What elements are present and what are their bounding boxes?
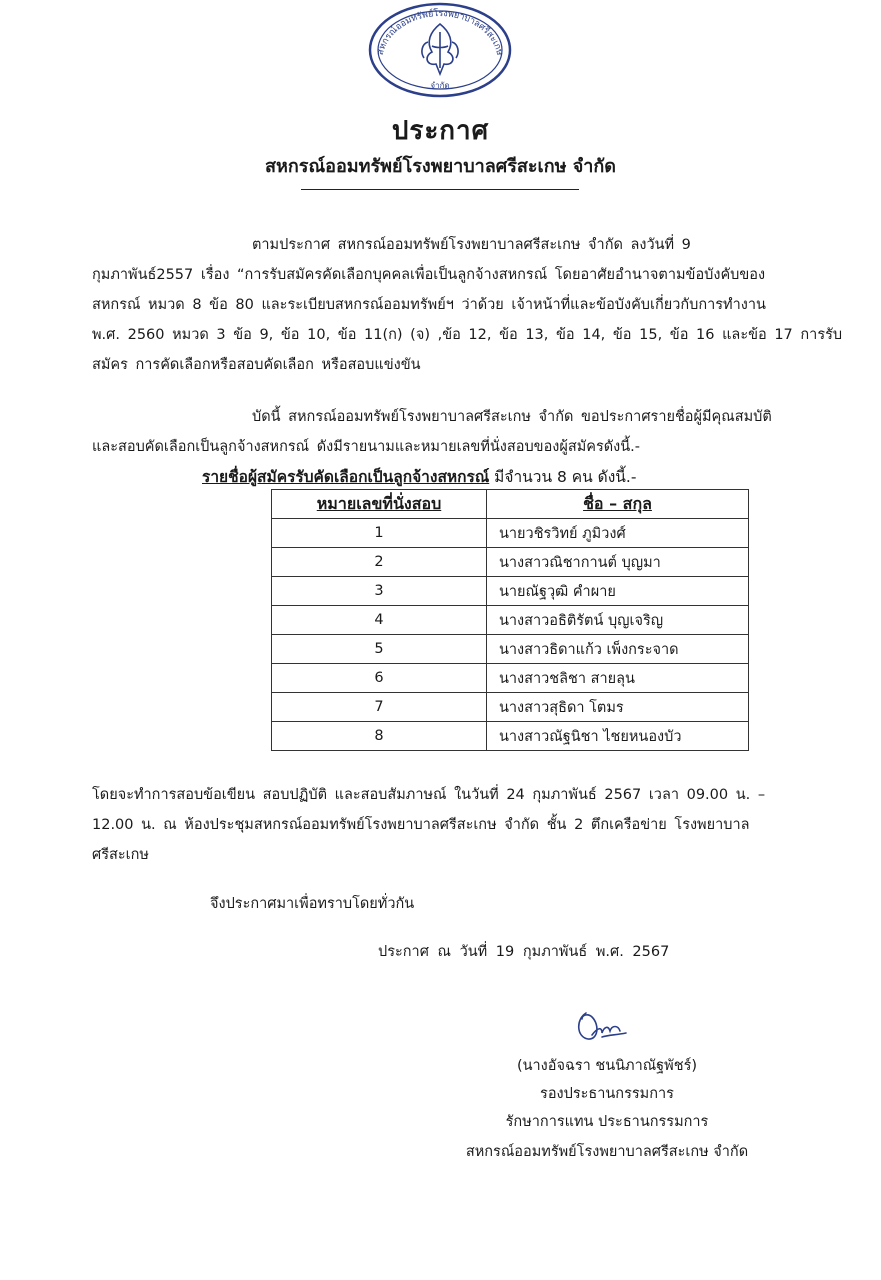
seal-suffix-text: จำกัด — [430, 81, 450, 90]
candidate-name: นางสาวชลิชา สายลุน — [487, 664, 749, 693]
candidate-name: นางสาวณิชากานต์ บุญมา — [487, 548, 749, 577]
candidate-table — [271, 489, 749, 751]
seat-number: 4 — [272, 606, 487, 635]
candidate-list-heading — [202, 464, 636, 489]
paragraph-exam-schedule — [92, 780, 817, 870]
candidate-name: นางสาวสุธิดา โตมร — [487, 693, 749, 722]
page-title: ประกาศ — [391, 116, 490, 146]
signer-organization: สหกรณ์ออมทรัพย์โรงพยาบาลศรีสะเกษ จำกัด — [465, 1144, 749, 1160]
table-row — [272, 577, 749, 606]
seat-number: 3 — [272, 577, 487, 606]
table-header-row — [272, 490, 749, 519]
candidate-count: มีจำนวน 8 คน ดังนี้.- — [489, 468, 637, 486]
paragraph-line: และสอบคัดเลือกเป็นลูกจ้างสหกรณ์ ดังมีรายนามและหมายเลขที่นั่งสอบของผู้สมัครดังนี้.- — [92, 439, 640, 455]
announcement-date: ประกาศ ณ วันที่ 19 กุมภาพันธ์ พ.ศ. 2567 — [378, 944, 670, 960]
paragraph-line: ตามประกาศ สหกรณ์ออมทรัพย์โรงพยาบาลศรีสะเกษ จำกัด ลงวันที่ 9 — [252, 237, 691, 253]
seat-number: 6 — [272, 664, 487, 693]
seat-number: 2 — [272, 548, 487, 577]
cooperative-seal-icon — [364, 2, 516, 102]
table-row — [272, 548, 749, 577]
table-row — [272, 693, 749, 722]
candidate-name: นายณัฐวุฒิ คำผาย — [487, 577, 749, 606]
paragraph-line: พ.ศ. 2560 หมวด 3 ข้อ 9, ข้อ 10, ข้อ 11(ก) (จ) ,ข้อ 12, ข้อ 13, ข้อ 14, ข้อ 15, ข้อ 16 และข้อ 17 การรับ — [92, 327, 843, 343]
column-header-full-name: ชื่อ – สกุล — [487, 490, 749, 519]
column-header-seat-number: หมายเลขที่นั่งสอบ — [272, 490, 487, 519]
paragraph-line: กุมภาพันธ์2557 เรื่อง “การรับสมัครคัดเลือกบุคคลเพื่อเป็นลูกจ้างสหกรณ์ โดยอาศัยอำนาจตามข้อบังคับของ — [92, 267, 766, 283]
table-row — [272, 722, 749, 751]
paragraph-line: 12.00 น. ณ ห้องประชุมสหกรณ์ออมทรัพย์โรงพยาบาลศรีสะเกษ จำกัด ชั้น 2 ตึกเครือข่าย โรงพยาบาล — [92, 817, 750, 833]
paragraph-announcement — [92, 402, 817, 462]
seat-number: 1 — [272, 519, 487, 548]
table-row — [272, 664, 749, 693]
title-divider — [301, 189, 579, 190]
table-row — [272, 635, 749, 664]
seal-name-text: สหกรณ์ออมทรัพย์โรงพยาบาลศรีสะเกษ — [375, 8, 505, 57]
candidate-name: นางสาวณัฐนิชา ไชยหนองบัว — [487, 722, 749, 751]
paragraph-line: ศรีสะเกษ — [92, 847, 149, 863]
paragraph-line: โดยจะทำการสอบข้อเขียน สอบปฏิบัติ และสอบสัมภาษณ์ ในวันที่ 24 กุมภาพันธ์ 2567 เวลา 09.00 น. – — [92, 787, 766, 803]
candidate-name: นางสาวธิดาแก้ว เพ็งกระจาด — [487, 635, 749, 664]
paragraph-reference — [92, 230, 843, 380]
paragraph-line: บัดนี้ สหกรณ์ออมทรัพย์โรงพยาบาลศรีสะเกษ จำกัด ขอประกาศรายชื่อผู้มีคุณสมบัติ — [252, 409, 772, 425]
candidate-name: นายวชิรวิทย์ ภูมิวงศ์ — [487, 519, 749, 548]
paragraph-line: สมัคร การคัดเลือกหรือสอบคัดเลือก หรือสอบแข่งขัน — [92, 357, 421, 373]
paragraph-line: สหกรณ์ หมวด 8 ข้อ 80 และระเบียบสหกรณ์ออมทรัพย์ฯ ว่าด้วย เจ้าหน้าที่และข้อบังคับเกี่ยวกับการทำงาน — [92, 297, 766, 313]
table-row — [272, 519, 749, 548]
table-row — [272, 606, 749, 635]
closing-statement: จึงประกาศมาเพื่อทราบโดยทั่วกัน — [210, 896, 415, 912]
candidate-list-title: รายชื่อผู้สมัครรับคัดเลือกเป็นลูกจ้างสหกรณ์ — [202, 468, 490, 486]
organization-name: สหกรณ์ออมทรัพย์โรงพยาบาลศรีสะเกษ จำกัด — [265, 156, 616, 177]
signer-acting-role: รักษาการแทน ประธานกรรมการ — [505, 1114, 709, 1130]
seat-number: 8 — [272, 722, 487, 751]
signer-name: (นางอัจฉรา ชนนิภาณัฐพัชร์) — [516, 1058, 698, 1074]
seat-number: 7 — [272, 693, 487, 722]
candidate-name: นางสาวอธิติรัตน์ บุญเจริญ — [487, 606, 749, 635]
seat-number: 5 — [272, 635, 487, 664]
handwritten-signature — [572, 1005, 632, 1047]
signer-position: รองประธานกรรมการ — [540, 1086, 674, 1102]
